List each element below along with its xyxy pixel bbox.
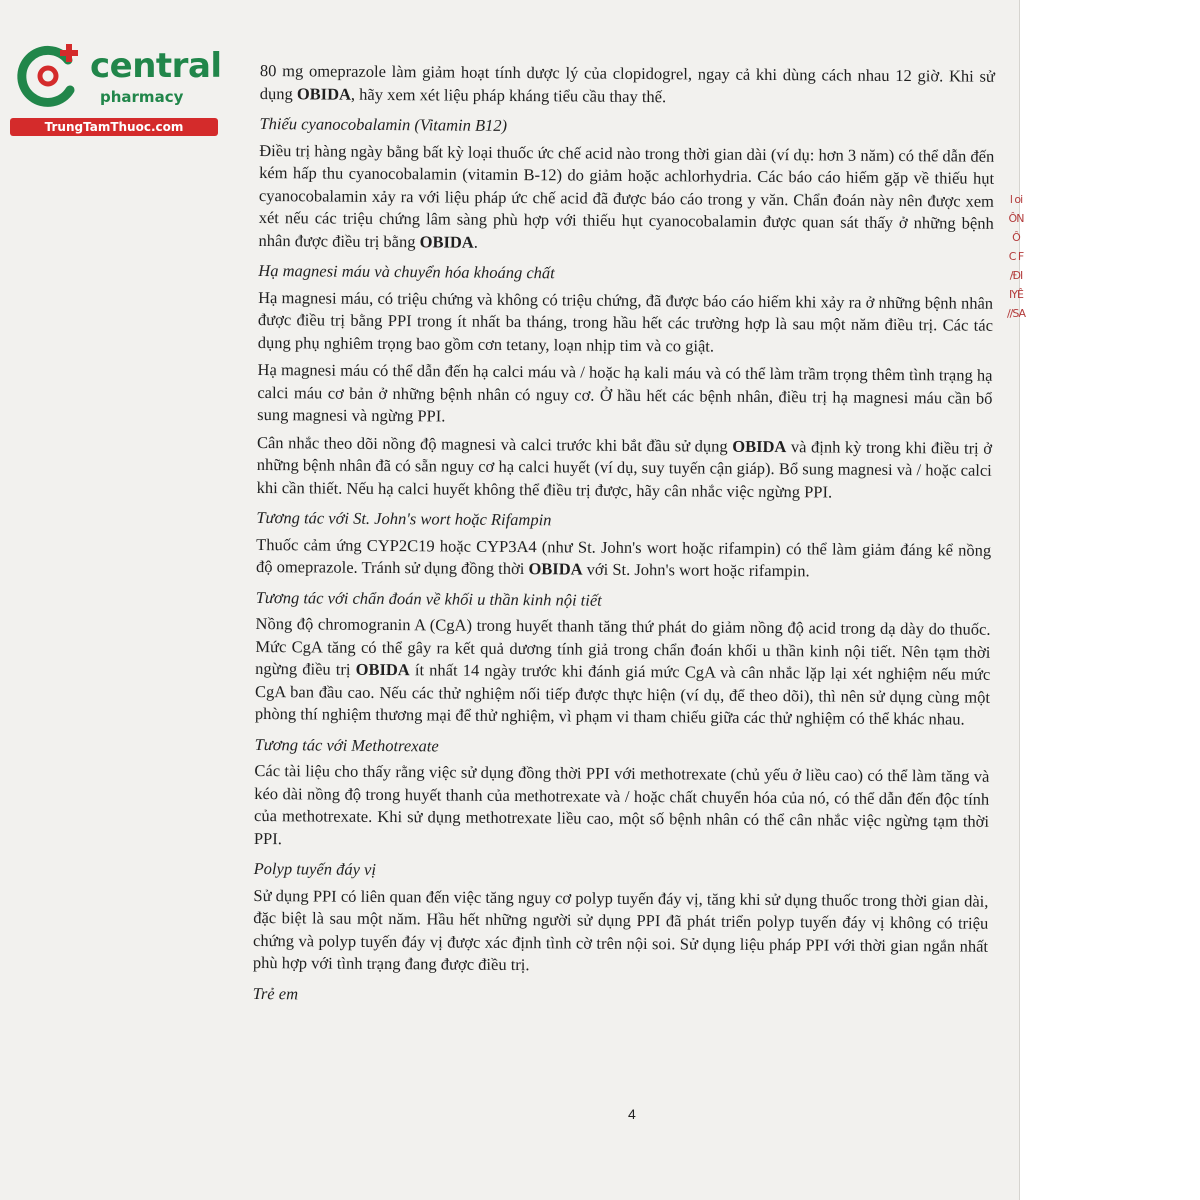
heading-b12: Thiếu cyanocobalamin (Vitamin B12) <box>259 113 508 135</box>
central-pharmacy-logo[interactable] <box>10 38 220 138</box>
heading-methotrexate: Tương tác với Methotrexate <box>254 734 439 755</box>
page-number: 4 <box>628 1106 636 1122</box>
brand-name: central <box>90 46 222 86</box>
pharmacy-cross-icon <box>10 38 88 116</box>
heading-children: Trẻ em <box>252 983 299 1003</box>
heading-polyp: Polyp tuyến đáy vị <box>253 858 377 879</box>
paragraph-magnesium-1: Hạ magnesi máu, có triệu chứng và không có triệu chứng, đã được báo cáo hiếm khi xảy ra ở những bệnh nhân được điều trị bằng PPI trong ít nhất ba tháng, trong hầu hết các trường hợp là sau một năm điều trị. Các tác dụng phụ nghiêm trọng bao gồm cơn tetany, loạn nhịp tim và co giật. <box>257 287 994 356</box>
paragraph-st-johns-wort: Thuốc cảm ứng CYP2C19 hoặc CYP3A4 (như St. John's wort hoặc rifampin) có thể làm giảm đáng kể nồng độ omeprazole. Tránh sử dụng đồng thời OBIDA với St. John's wort hoặc rifampin. <box>255 534 992 581</box>
heading-magnesium: Hạ magnesi máu và chuyển hóa khoáng chất <box>258 260 555 283</box>
heading-st-johns-wort: Tương tác với St. John's wort hoặc Rifampin <box>256 507 552 530</box>
document-page <box>253 60 995 1015</box>
paragraph-magnesium-3: Cân nhắc theo dõi nồng độ magnesi và calci trước khi bắt đầu sử dụng OBIDA và định kỳ trong khi điều trị ở những bệnh nhân đã có sẵn nguy cơ hạ calci huyết (ví dụ, suy tuyến cận giáp). Bổ sung magnesi và / hoặc calci khi cần thiết. Nếu hạ calci huyết không thể điều trị được, hãy cân nhắc việc ngừng PPI. <box>256 432 993 502</box>
page-edge <box>1020 0 1200 1200</box>
paragraph-neuroendocrine: Nồng độ chromogranin A (CgA) trong huyết thanh tăng thứ phát do giảm nồng độ acid trong dạ dày do thuốc. Mức CgA tăng có thể gây ra kết quả dương tính giả trong chẩn đoán khối u thần kinh nội tiết. Nên tạm thời ngừng điều trị OBIDA ít nhất 14 ngày trước khi đánh giá mức CgA và cân nhắc lặp lại xét nghiệm nếu mức CgA ban đầu cao. Nếu các thử nghiệm nối tiếp được thực hiện (ví dụ, để theo dõi), thì nên sử dụng cùng một phòng thí nghiệm thương mại để thử nghiệm, vì phạm vi tham chiếu giữa các thử nghiệm có thể khác nhau. <box>254 613 991 729</box>
paragraph-clopidogrel: 80 mg omeprazole làm giảm hoạt tính dược lý của clopidogrel, ngay cả khi dùng cách nhau 12 giờ. Khi sử dụng OBIDA, hãy xem xét liệu pháp kháng tiểu cầu thay thế. <box>259 60 995 106</box>
website-banner[interactable]: TrungTamThuoc.com <box>10 118 218 136</box>
paragraph-b12: Điều trị hàng ngày bằng bất kỳ loại thuốc ức chế acid nào trong thời gian dài (ví dụ: hơn 3 năm) có thể dẫn đến kém hấp thu cyanocobalamin (vitamin B-12) do giảm hoặc achlorhydria. Các báo cáo hiếm gặp về thiếu hụt cyanocobalamin xảy ra với liệu pháp ức chế acid đã được báo cáo trong y văn. Chẩn đoán này nên được xem xét nếu các triệu chứng lâm sàng phù hợp với thiếu hụt cyanocobalamin được quan sát thấy ở những bệnh nhân được điều trị bằng OBIDA. <box>258 140 995 252</box>
paragraph-magnesium-2: Hạ magnesi máu có thể dẫn đến hạ calci máu và / hoặc hạ kali máu và có thể làm trầm trọng thêm tình trạng hạ calci máu cơ bản ở những bệnh nhân có nguy cơ. Ở hầu hết các bệnh nhân, điều trị hạ magnesi máu cần bổ sung magnesi và ngừng PPI. <box>257 359 993 426</box>
brand-subtitle: pharmacy <box>100 88 184 106</box>
heading-neuroendocrine: Tương tác với chẩn đoán về khối u thần kinh nội tiết <box>255 587 602 610</box>
adjacent-page-fragments: l oi ÔN Ô C F /ĐI IYÊ //SA <box>1006 193 1026 320</box>
paragraph-methotrexate: Các tài liệu cho thấy rằng việc sử dụng đồng thời PPI với methotrexate (chủ yếu ở liều cao) có thể làm tăng và kéo dài nồng độ trong huyết thanh của methotrexate và / hoặc chất chuyển hóa của nó, có thể dẫn đến độc tính của methotrexate. Khi sử dụng methotrexate liều cao, một số bệnh nhân có thể cân nhắc việc ngừng tạm thời PPI. <box>253 760 990 848</box>
paragraph-polyp: Sử dụng PPI có liên quan đến việc tăng nguy cơ polyp tuyến đáy vị, tăng khi sử dụng thuốc trong thời gian dài, đặc biệt là sau một năm. Hầu hết những người sử dụng PPI đã phát triển polyp tuyến đáy vị không có triệu chứng và polyp tuyến đáy vị được xác định tình cờ trên nội soi. Sử dụng liệu pháp PPI với thời gian ngắn nhất phù hợp với tình trạng đang được điều trị. <box>252 885 989 975</box>
